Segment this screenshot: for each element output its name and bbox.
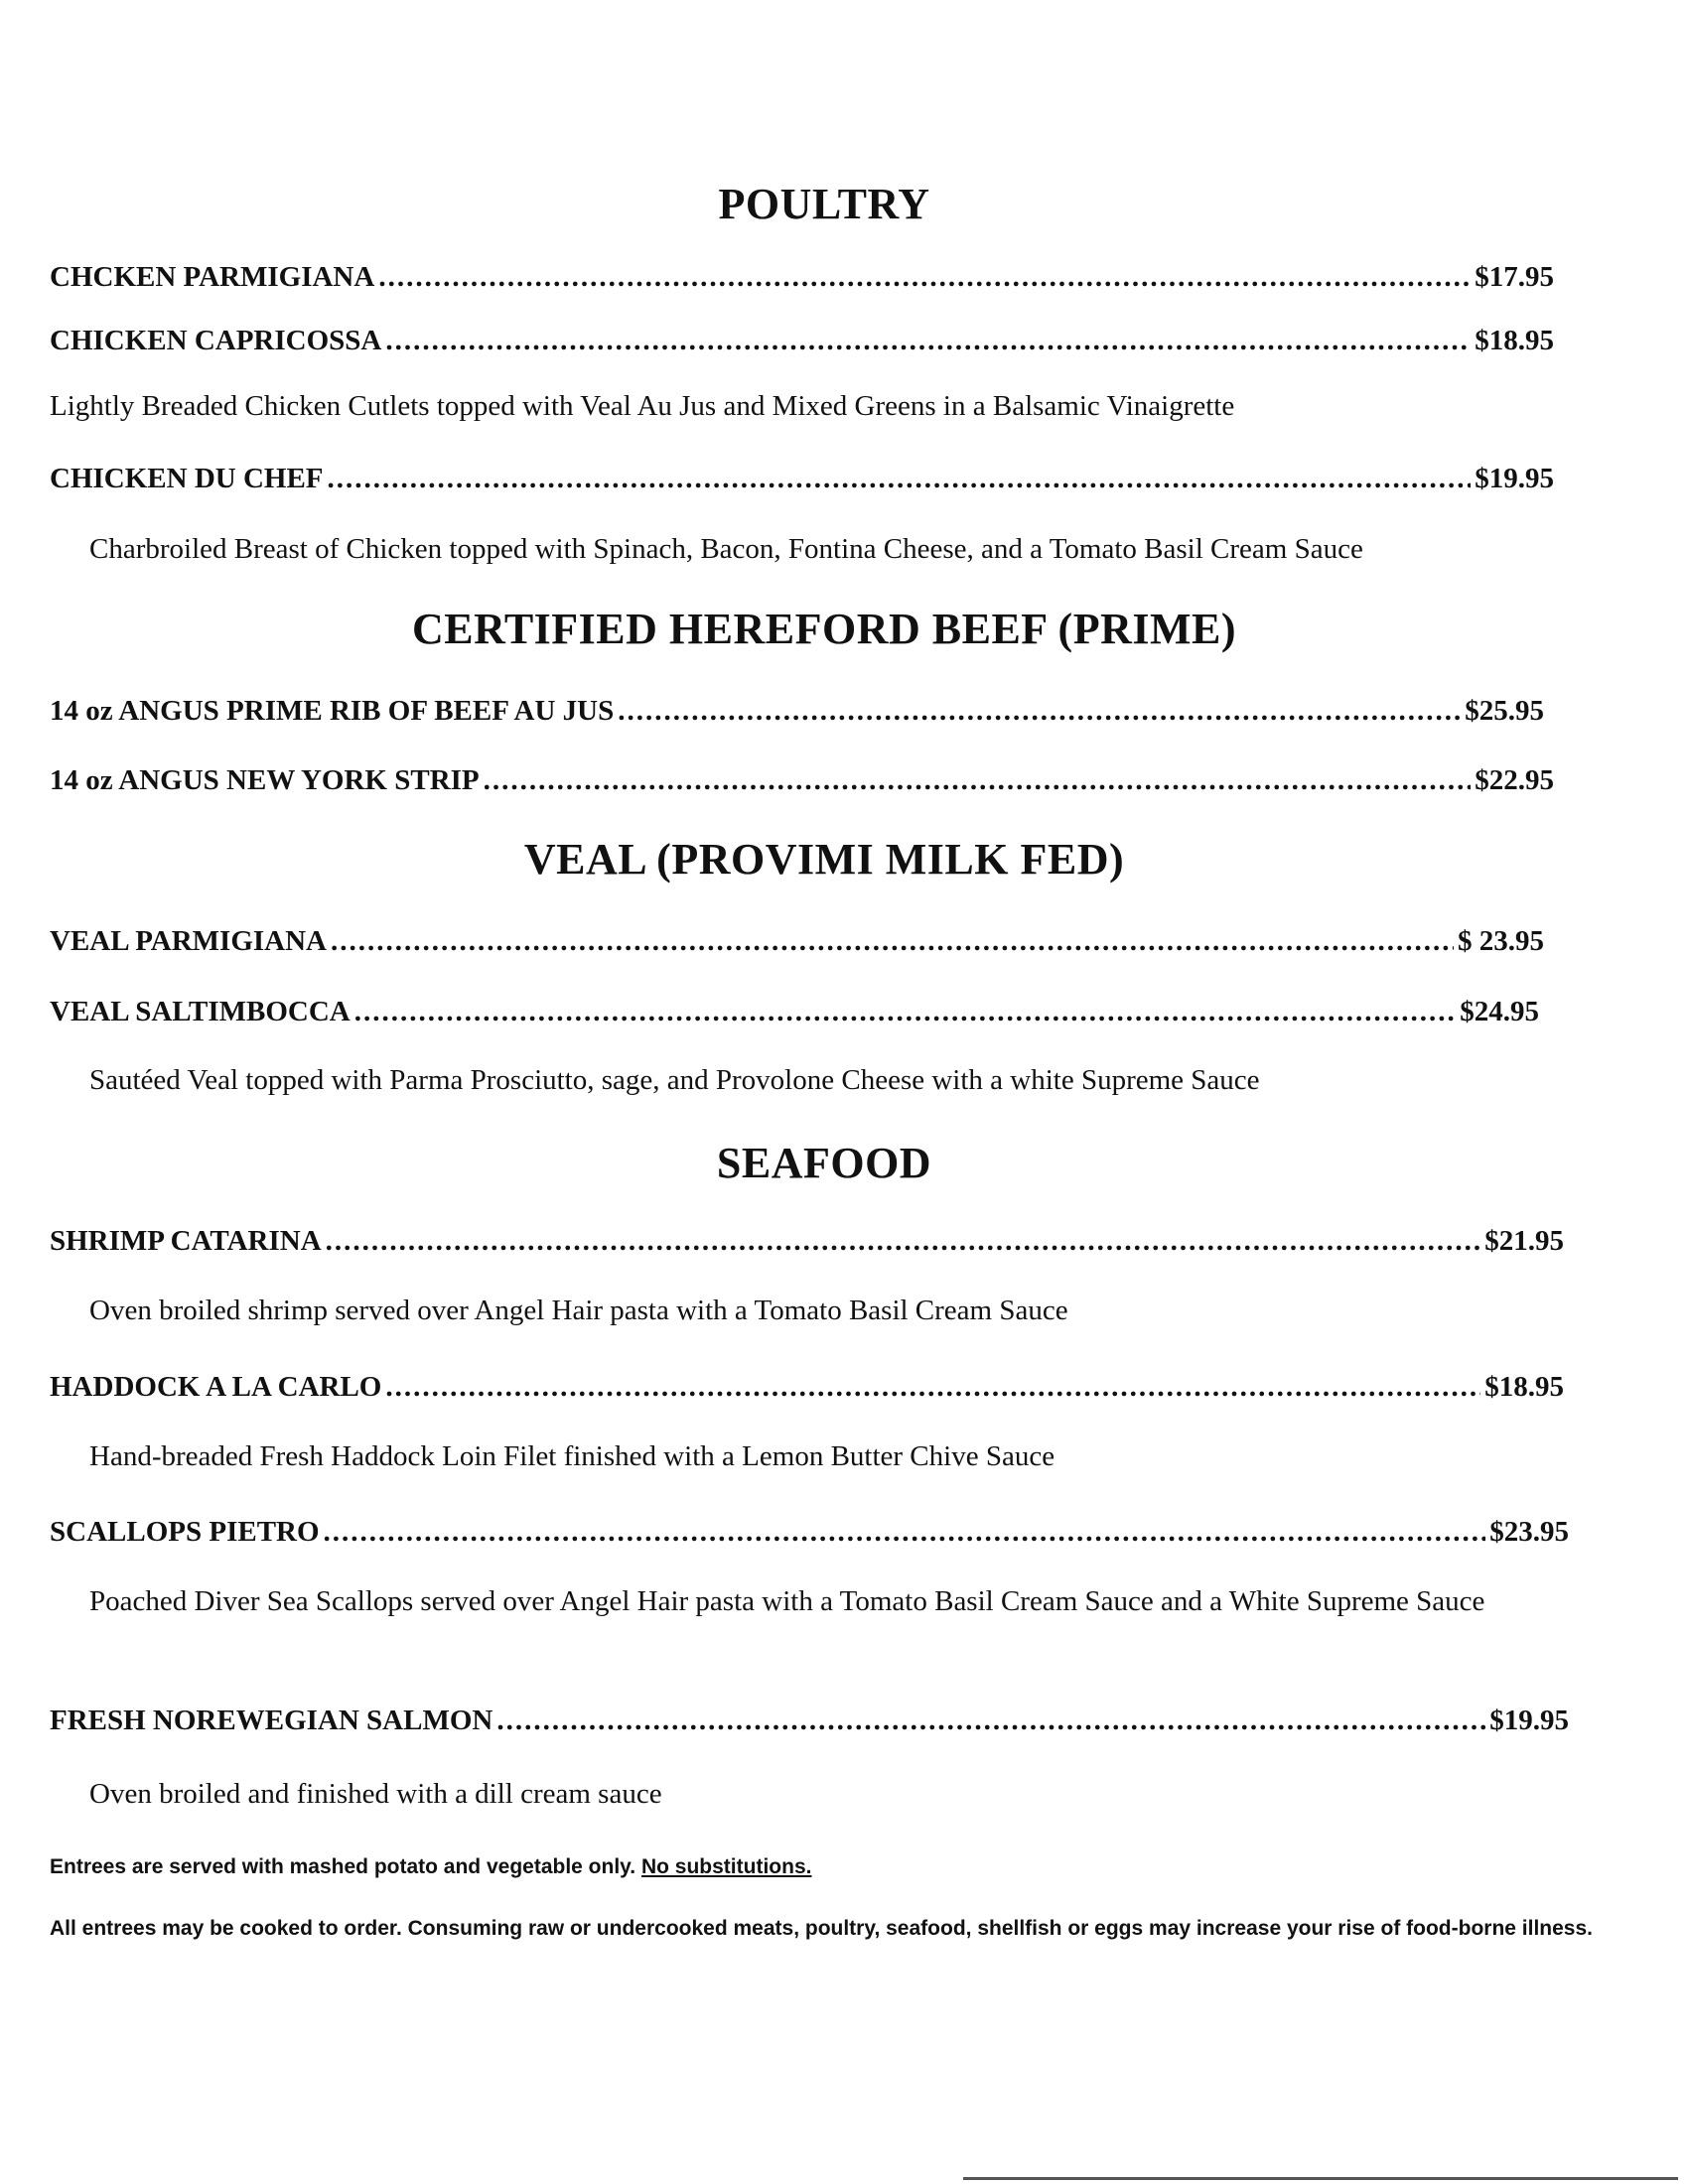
item-description: Lightly Breaded Chicken Cutlets topped with Veal Au Jus and Mixed Greens in a Balsamic Vinaigrette	[50, 390, 1235, 422]
item-description: Charbroiled Breast of Chicken topped with Spinach, Bacon, Fontina Cheese, and a Tomato Basil Cream Sauce	[89, 533, 1363, 565]
item-name: 14 oz ANGUS NEW YORK STRIP	[50, 764, 480, 796]
item-price: $19.95	[1475, 463, 1554, 494]
item-price: $24.95	[1460, 996, 1539, 1027]
section-heading-veal: VEAL (PROVIMI MILK FED)	[523, 835, 1125, 884]
item-price: $ 23.95	[1458, 925, 1544, 957]
item-price: $25.95	[1465, 695, 1544, 727]
item-name: CHCKEN PARMIGIANA	[50, 261, 375, 293]
item-price: $17.95	[1475, 261, 1554, 293]
menu-item-haddock-a-la-carlo	[50, 1371, 1564, 1404]
dot-leader	[385, 325, 1471, 357]
section-heading-poultry: POULTRY	[718, 180, 930, 228]
dot-leader	[331, 925, 1454, 958]
menu-item-chicken-capricossa	[50, 325, 1554, 357]
item-description: Oven broiled shrimp served over Angel Hair pasta with a Tomato Basil Cream Sauce	[89, 1295, 1068, 1326]
dot-leader	[618, 695, 1461, 728]
item-description: Poached Diver Sea Scallops served over Angel Hair pasta with a Tomato Basil Cream Sauce and a White Supreme Sauce	[89, 1585, 1485, 1617]
item-price: $18.95	[1475, 325, 1554, 356]
dot-leader	[496, 1705, 1485, 1737]
scan-edge-line	[963, 2177, 1678, 2180]
item-price: $21.95	[1484, 1225, 1564, 1257]
dot-leader	[328, 463, 1472, 495]
no-substitutions-text: No substitutions.	[640, 1855, 812, 1878]
item-name: CHICKEN DU CHEF	[50, 463, 324, 494]
dot-leader	[385, 1371, 1480, 1404]
dot-leader	[378, 261, 1471, 294]
menu-item-chicken-parmigiana	[50, 261, 1554, 294]
item-description: Sautéed Veal topped with Parma Prosciutto, sage, and Provolone Cheese with a white Supreme Sauce	[89, 1064, 1260, 1096]
section-heading-beef: CERTIFIED HEREFORD BEEF (PRIME)	[411, 605, 1237, 653]
dot-leader	[326, 1225, 1481, 1258]
item-price: $23.95	[1489, 1516, 1569, 1548]
menu-item-prime-rib	[50, 695, 1544, 728]
item-name: 14 oz ANGUS PRIME RIB OF BEEF AU JUS	[50, 695, 615, 727]
food-safety-warning: All entrees may be cooked to order. Consuming raw or undercooked meats, poultry, seafood, shellfish or eggs may increase your rise of food-borne illness.	[50, 1917, 1593, 1940]
menu-item-scallops-pietro	[50, 1516, 1569, 1549]
menu-item-new-york-strip	[50, 764, 1554, 797]
served-with-note	[50, 1848, 1658, 1886]
menu-item-shrimp-catarina	[50, 1225, 1564, 1258]
dot-leader	[324, 1516, 1486, 1549]
item-price: $18.95	[1484, 1371, 1564, 1403]
item-name: VEAL PARMIGIANA	[50, 925, 327, 957]
item-price: $19.95	[1489, 1705, 1569, 1736]
item-name: FRESH NOREWEGIAN SALMON	[50, 1705, 493, 1736]
menu-item-chicken-du-chef	[50, 463, 1554, 495]
dot-leader	[484, 764, 1472, 797]
menu-item-veal-parmigiana	[50, 925, 1544, 958]
item-name: SCALLOPS PIETRO	[50, 1516, 320, 1548]
dot-leader	[354, 996, 1457, 1028]
item-name: SHRIMP CATARINA	[50, 1225, 322, 1257]
item-description: Hand-breaded Fresh Haddock Loin Filet finished with a Lemon Butter Chive Sauce	[89, 1440, 1055, 1472]
item-description: Oven broiled and finished with a dill cream sauce	[89, 1778, 662, 1810]
item-name: CHICKEN CAPRICOSSA	[50, 325, 382, 356]
menu-item-veal-saltimbocca	[50, 996, 1539, 1028]
section-heading-seafood: SEAFOOD	[716, 1139, 932, 1187]
menu-item-norwegian-salmon	[50, 1705, 1569, 1737]
item-price: $22.95	[1475, 764, 1554, 796]
item-name: VEAL SALTIMBOCCA	[50, 996, 351, 1027]
served-with-text: Entrees are served with mashed potato and vegetable only.	[50, 1855, 636, 1878]
item-name: HADDOCK A LA CARLO	[50, 1371, 382, 1403]
